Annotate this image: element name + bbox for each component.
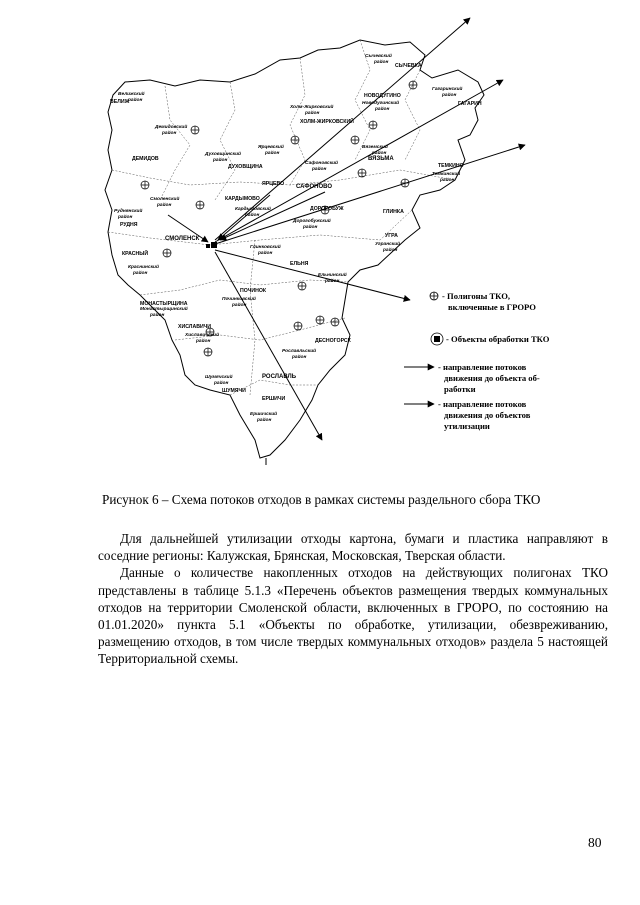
paragraph: Данные о количестве накопленных отходов на действующих полигонах ТКО представлены в таблице 5.1.3 «Перечень объектов размещения твердых коммунальных отходов на территории Смоленской области, включенных в ГРОРО, по состоянию на 01.01.2020» пункта 5.1 «Объекты по обработке, утилизации, обезвреживанию, размещению отходов, в том числе твердых коммунальных отходов» раздела 5 настоящей Территориальной схемы.: [98, 565, 608, 667]
district-label: Ярцевский: [258, 145, 284, 150]
district-label: Дорогобужский: [293, 219, 331, 224]
town-label: МОНАСТЫРЩИНА: [140, 301, 188, 307]
landfill-marker-icon: [316, 316, 324, 324]
town-label: РУДНЯ: [120, 222, 138, 228]
map-legend: [404, 291, 550, 431]
town-label: ТЕМКИНО: [438, 163, 464, 169]
legend-flow-disposal-label: движения до объектов: [444, 410, 531, 420]
district-label: район: [214, 381, 229, 386]
district-label: Холм-Жирковский: [290, 105, 334, 110]
district-label: район: [292, 355, 307, 360]
town-label: КАРДЫМОВО: [225, 196, 260, 202]
town-label: ЯРЦЕВО: [262, 181, 285, 187]
town-label: ВЯЗЬМА: [368, 156, 394, 162]
district-label: Велижский: [118, 92, 145, 97]
landfill-marker-icon: [351, 136, 359, 144]
town-label: ХОЛМ-ЖИРКОВСКИЙ: [300, 119, 354, 125]
district-label: район: [374, 60, 389, 65]
town-label: ДЕСНОГОРСК: [315, 338, 351, 344]
town-label: РОСЛАВЛЬ: [262, 374, 297, 380]
town-label: ВЕЛИЖ: [110, 99, 130, 105]
district-label: район: [312, 167, 327, 172]
district-label: район: [305, 111, 320, 116]
district-label: район: [325, 279, 340, 284]
town-label: СМОЛЕНСК: [165, 236, 200, 242]
town-label: ДОРОГОБУЖ: [310, 206, 344, 212]
landfill-marker-icon: [369, 121, 377, 129]
landfill-marker-icon: [191, 126, 199, 134]
landfill-marker-icon: [358, 169, 366, 177]
paragraph: Для дальнейшей утилизации отходы картона, бумаги и пластика направляют в соседние регионы: Калужская, Брянская, Московская, Тверская области.: [98, 531, 608, 564]
district-label: район: [157, 203, 172, 208]
landfill-markers: [141, 81, 417, 356]
district-label: Хиславичский: [185, 333, 220, 338]
body-text: [98, 530, 608, 668]
town-label: ДУХОВЩИНА: [228, 164, 263, 170]
district-label: район: [257, 418, 272, 423]
district-label: район: [303, 225, 318, 230]
town-label: ШУМЯЧИ: [222, 388, 246, 394]
facility-legend-icon: [431, 333, 443, 345]
district-label: Кардымовский: [235, 207, 271, 212]
town-label: УГРА: [385, 233, 398, 239]
town-label: НОВОДУГИНО: [364, 93, 401, 99]
district-label: Ельнинский: [318, 273, 347, 278]
district-label: район: [265, 151, 280, 156]
legend-flow-processing-label: - направление потоков: [438, 362, 527, 372]
town-label: ДЕМИДОВ: [132, 156, 159, 162]
legend-flow-processing-label: движения до объекта об-: [444, 373, 540, 383]
district-label: район: [245, 213, 260, 218]
landfill-marker-icon: [204, 348, 212, 356]
town-label: ЕРШИЧИ: [262, 396, 286, 402]
district-label: Шумячский: [205, 375, 233, 380]
legend-flow-disposal-label: - направление потоков: [438, 399, 527, 409]
district-label: Ершичский: [250, 412, 278, 417]
district-label: Новодугинский: [362, 101, 400, 106]
district-label: Духовщинский: [205, 152, 241, 157]
town-label: ПОЧИНОК: [240, 288, 267, 294]
district-label: район: [128, 98, 143, 103]
district-label: Сычевский: [365, 54, 392, 59]
town-label: СЫЧЕВКА: [395, 63, 422, 69]
processing-facility-icon: [206, 242, 217, 248]
district-label: Темкинский: [432, 172, 461, 177]
district-label: Монастырщинский: [140, 307, 188, 312]
landfill-marker-icon: [291, 136, 299, 144]
town-label: ГЛИНКА: [383, 209, 404, 215]
legend-landfills-label: включенные в ГРОРО: [448, 302, 536, 312]
district-label: Рославльский: [282, 349, 317, 354]
district-label: Краснинский: [128, 265, 159, 270]
district-label: район: [213, 158, 228, 163]
district-label: район: [375, 107, 390, 112]
district-label: район: [133, 271, 148, 276]
landfill-marker-icon: [141, 181, 149, 189]
district-label: район: [232, 303, 247, 308]
district-label: Гагаринский: [432, 87, 463, 92]
district-label: район: [196, 339, 211, 344]
town-label: ГАГАРИН: [458, 101, 482, 107]
district-label: район: [258, 251, 273, 256]
landfill-marker-icon: [163, 249, 171, 257]
district-label: район: [162, 131, 177, 136]
landfill-marker-icon: [298, 282, 306, 290]
district-label: Вяземский: [362, 145, 388, 150]
district-label: Починковский: [222, 297, 256, 302]
district-label: район: [372, 151, 387, 156]
town-label: САФОНОВО: [296, 184, 333, 190]
landfill-marker-icon: [331, 318, 339, 326]
district-label: район: [150, 313, 165, 318]
page-number: 80: [588, 835, 602, 850]
legend-facilities-label: - Объекты обработки ТКО: [446, 334, 550, 344]
legend-landfills-label: - Полигоны ТКО,: [442, 291, 511, 301]
town-label: ЕЛЬНЯ: [290, 261, 309, 267]
smolensk-region-outline: [105, 40, 484, 458]
district-label: район: [383, 248, 398, 253]
district-label: Глинковский: [250, 245, 281, 250]
district-boundaries: [108, 40, 455, 395]
district-label: Демидовский: [155, 125, 188, 130]
district-label: Угранский: [375, 242, 401, 247]
legend-flow-disposal-label: утилизации: [444, 421, 490, 431]
district-label: Сафоновский: [305, 161, 338, 166]
landfill-marker-icon: [196, 201, 204, 209]
district-label: район: [440, 178, 455, 183]
legend-flow-processing-label: работки: [444, 384, 476, 394]
landfill-marker-icon: [206, 328, 214, 336]
district-label: Руднянский: [114, 209, 143, 214]
landfill-marker-icon: [409, 81, 417, 89]
figure-caption: Рисунок 6 – Схема потоков отходов в рамках системы раздельного сбора ТКО: [102, 492, 541, 507]
district-label: район: [442, 93, 457, 98]
town-label: КРАСНЫЙ: [122, 251, 149, 257]
district-label: Смоленский: [150, 197, 180, 202]
district-label: район: [118, 215, 133, 220]
landfill-marker-icon: [294, 322, 302, 330]
waste-flow-map: [95, 10, 615, 480]
landfill-legend-icon: [430, 292, 438, 300]
town-label: ХИСЛАВИЧИ: [178, 324, 212, 330]
